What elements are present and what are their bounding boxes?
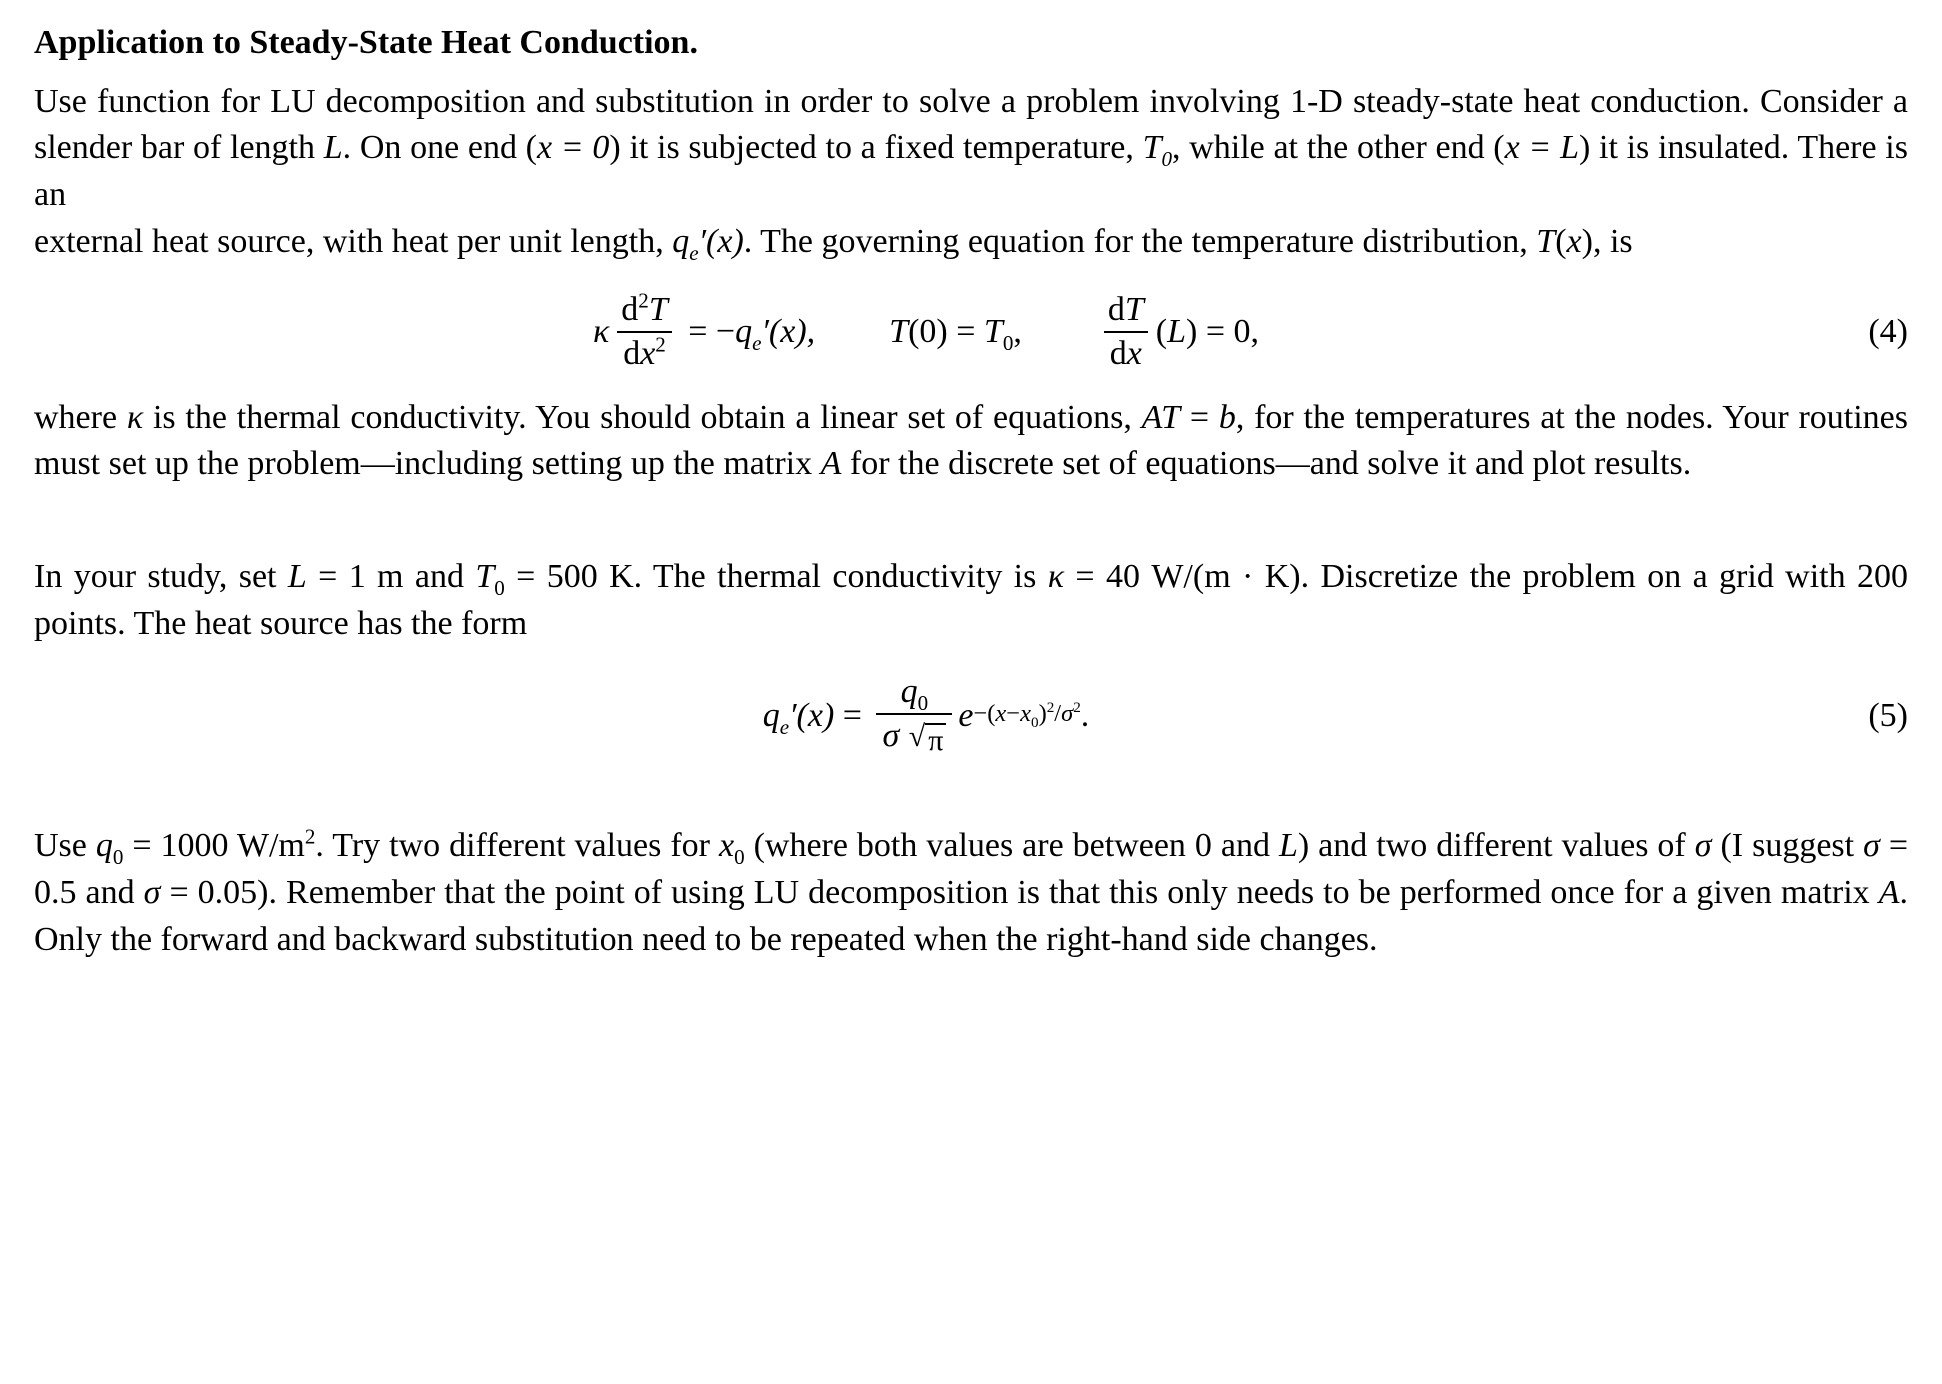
variable-L-inline: L [1278,827,1298,865]
sigma-symbol: σ [1694,827,1712,865]
condition-x-equals-L: x = L [1504,129,1579,167]
para4-seg9: . Only the forward and backward substitution need to be repeated when the right-hand side changes. [34,874,1908,959]
fraction-denominator-sigma-sqrt-pi: σ √ π [876,713,952,757]
para4-seg4: and [1211,827,1279,865]
equals-minus-sign: = − [679,313,736,351]
equation-4-number: (4) [1868,313,1908,351]
para1-seg2: . On one end ( [342,129,537,167]
first-derivative-fraction [1102,292,1150,372]
sigma-value-1: σ = 0.5 [34,827,1909,912]
exponent-term: $-(x-x_0)^2/\sigma^2$ [973,699,1081,732]
boundary-condition-insulated: (L) = 0, [1155,313,1260,351]
para4-seg5: ) and two different values of [1297,827,1695,865]
linear-system-AT-b: AT [1141,398,1181,436]
para3-seg4: . Discretize the problem on a grid with 200 points. The heat source has the form [34,558,1908,643]
equation-4-expression [592,288,1260,372]
para4-seg2: . Try two different values for [315,827,719,865]
bc-t0-rest: $(0) = T_0$, [908,313,1022,356]
q0-value: $q_0 = 1000$ $W/m^2$ [95,824,316,870]
matrix-A-inline: A [1878,874,1900,912]
para3-seg3: . The thermal conductivity is [633,558,1048,596]
conductivity-value: κ = 40 W/(m · K) [1047,558,1301,596]
para2-seg2: is the thermal conductivity. You should obtain a linear set of equations, [143,398,1142,436]
variable-qe-of-x: $q_e'(x)$ [672,223,744,266]
fraction-denominator-dx: dx [1104,331,1148,373]
kappa-symbol-inline: κ [126,398,144,436]
para3-seg2: and [403,558,476,596]
paragraph-study-parameters [34,554,1908,648]
equation-5-row [34,674,1908,757]
para2-seg4: for the discrete set of equations—and solve it and plot results. [841,445,1692,483]
boundary-condition-T0: T [889,313,909,351]
equation-5-number: (5) [1868,696,1908,734]
para4-seg8: ). Remember that the point of using LU decomposition is that this only needs to be performed once for a given matrix [257,874,1879,912]
para1-line2: external heat source, with heat per unit length, [34,223,673,261]
para1-seg7: , is [1592,223,1633,261]
variable-T0: $T_0$ [1142,129,1173,172]
length-value: L = 1 m [287,558,404,596]
fraction-numerator: $d^2T$ [621,288,668,329]
variable-T-of-x: T [1536,223,1556,261]
temperature-value: $T_0 = 500$ K [475,558,634,601]
paragraph-problem-statement [34,79,1908,220]
fraction-numerator-q0: $q_0$ [900,673,929,715]
para1-seg1: Use function for LU decomposition and substitution in order to solve a problem involving 1-D steady-state heat conduction. Consider a slender bar of length [34,82,1908,167]
vertical-spacer-2 [34,779,1908,823]
equation-5-expression [763,674,1090,757]
variable-x0: $x_0$ [718,827,745,870]
equation-5-body [34,674,1818,757]
kappa-symbol: κ [592,313,610,351]
para4-seg7: and [76,874,144,912]
value-zero: 0 [1194,827,1212,865]
condition-x-equals-0: x = 0 [536,129,610,167]
para2-seg1: where [34,398,127,436]
exponential-term: e [958,696,974,734]
para4-seg3: (where both values are between [744,827,1195,865]
paragraph-instructions [34,823,1908,964]
section-heading: Application to Steady-State Heat Conduction. [34,24,698,61]
fraction-denominator: $dx^2$ [617,331,672,373]
heat-source-lhs: $q_e'(x)$ [762,696,835,739]
para1-seg4: , while at the other end ( [1172,129,1505,167]
fraction-numerator-dT: dT [1107,291,1144,329]
vertical-spacer-1 [34,488,1908,554]
para4-seg6: (I suggest [1711,827,1864,865]
equals-sign-eq5: = [834,696,871,734]
second-derivative-fraction [615,288,673,372]
equation-5-period: . [1080,696,1090,734]
para1-seg5: ) it is insulated. There is an [34,129,1908,214]
equation-4-body [34,288,1818,372]
paragraph-problem-statement-cont: external heat source, with heat per unit length, $q_e'(x)$. The governing equation for the temperature distribution, T(x), is [34,223,1633,266]
para2-seg3: , for the temperatures at the nodes. Your routines must set up the problem—including setting up the matrix [34,398,1908,483]
para4-seg1: Use [34,827,96,865]
sigma-value-2: σ = 0.05 [143,874,258,912]
matrix-A: A [820,445,842,483]
para1-seg6: . The governing equation for the temperature distribution, [743,223,1537,261]
para1-seg3: ) it is subjected to a fixed temperature, [609,129,1143,167]
para3-seg1: In your study, set [34,558,288,596]
equation-4-row [34,288,1908,372]
gaussian-prefactor-fraction [876,674,952,757]
variable-L: L [323,129,343,167]
heat-source-term: $q_e'(x)$, [735,313,816,356]
paragraph-conductivity: where κ is the thermal conductivity. You should obtain a linear set of equations, AT = b, for the temperatures at the nodes. Your routines must set up the problem—including setting up the matrix A for the discrete set of equations—and solve it and plot results. [34,398,1908,483]
